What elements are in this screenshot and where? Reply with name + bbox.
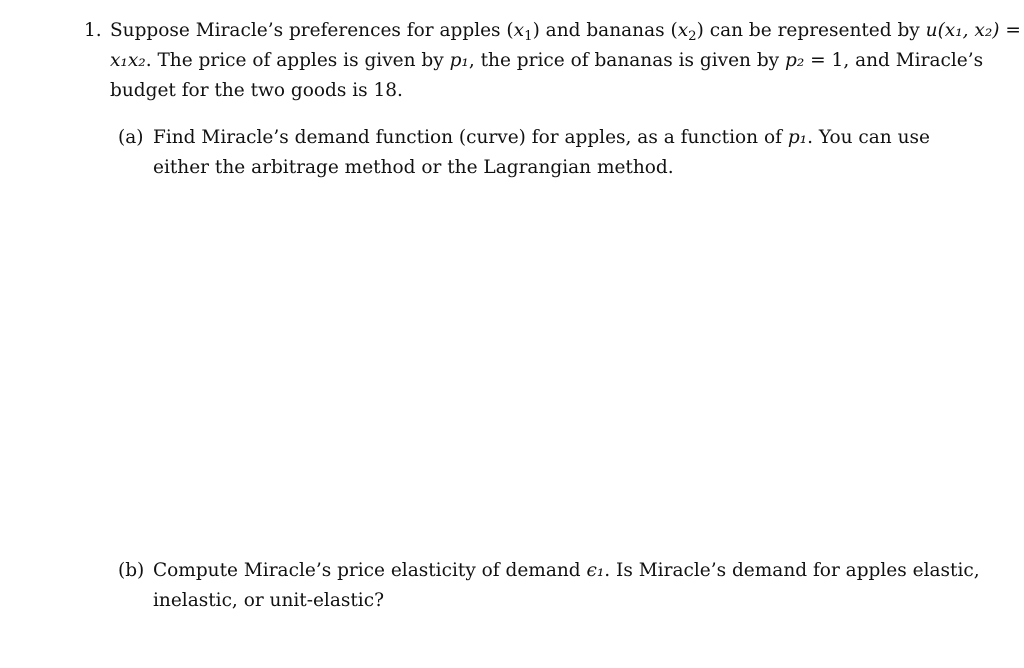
part-a-text: Find Miracle’s demand function (curve) for apples, as a function of: [153, 127, 788, 148]
math-p2: p₂: [785, 50, 805, 71]
part-a-line-1: [153, 127, 930, 149]
math-utility: u(x₁, x₂) =: [925, 20, 1021, 41]
part-b-text: . Is Miracle’s demand for apples elastic,: [604, 560, 980, 581]
problem-text: Suppose Miracle’s preferences for apples (: [110, 20, 514, 41]
problem-line-2: [110, 50, 984, 72]
math-x1: $x_1$: [513, 20, 533, 44]
part-b-label: (b): [118, 560, 145, 581]
math-p1: p₁: [449, 50, 469, 71]
part-a-line-2: either the arbitrage method or the Lagrangian method.: [153, 157, 674, 178]
part-a-label: (a): [118, 127, 144, 148]
problem-text: . The price of apples is given by: [145, 50, 450, 71]
math-p1: p₁: [787, 127, 808, 148]
math-epsilon1: ϵ₁: [586, 560, 605, 581]
part-b-line-1: [153, 560, 980, 582]
part-b-text: Compute Miracle’s price elasticity of demand: [153, 560, 587, 581]
math-x2: $x_2$: [677, 20, 697, 44]
problem-line-1: [110, 20, 1021, 48]
problem-text: = 1, and Miracle’s: [804, 50, 984, 71]
problem-number: 1.: [84, 20, 102, 41]
problem-line-3: budget for the two goods is 18.: [110, 80, 403, 101]
problem-text: , the price of bananas is given by: [468, 50, 786, 71]
math-x1x2: x₁x₂: [110, 50, 146, 71]
part-b-line-2: inelastic, or unit-elastic?: [153, 590, 385, 611]
problem-text: ) and bananas (: [532, 20, 678, 41]
problem-text: ) can be represented by: [696, 20, 926, 41]
part-a-text: . You can use: [807, 127, 930, 148]
